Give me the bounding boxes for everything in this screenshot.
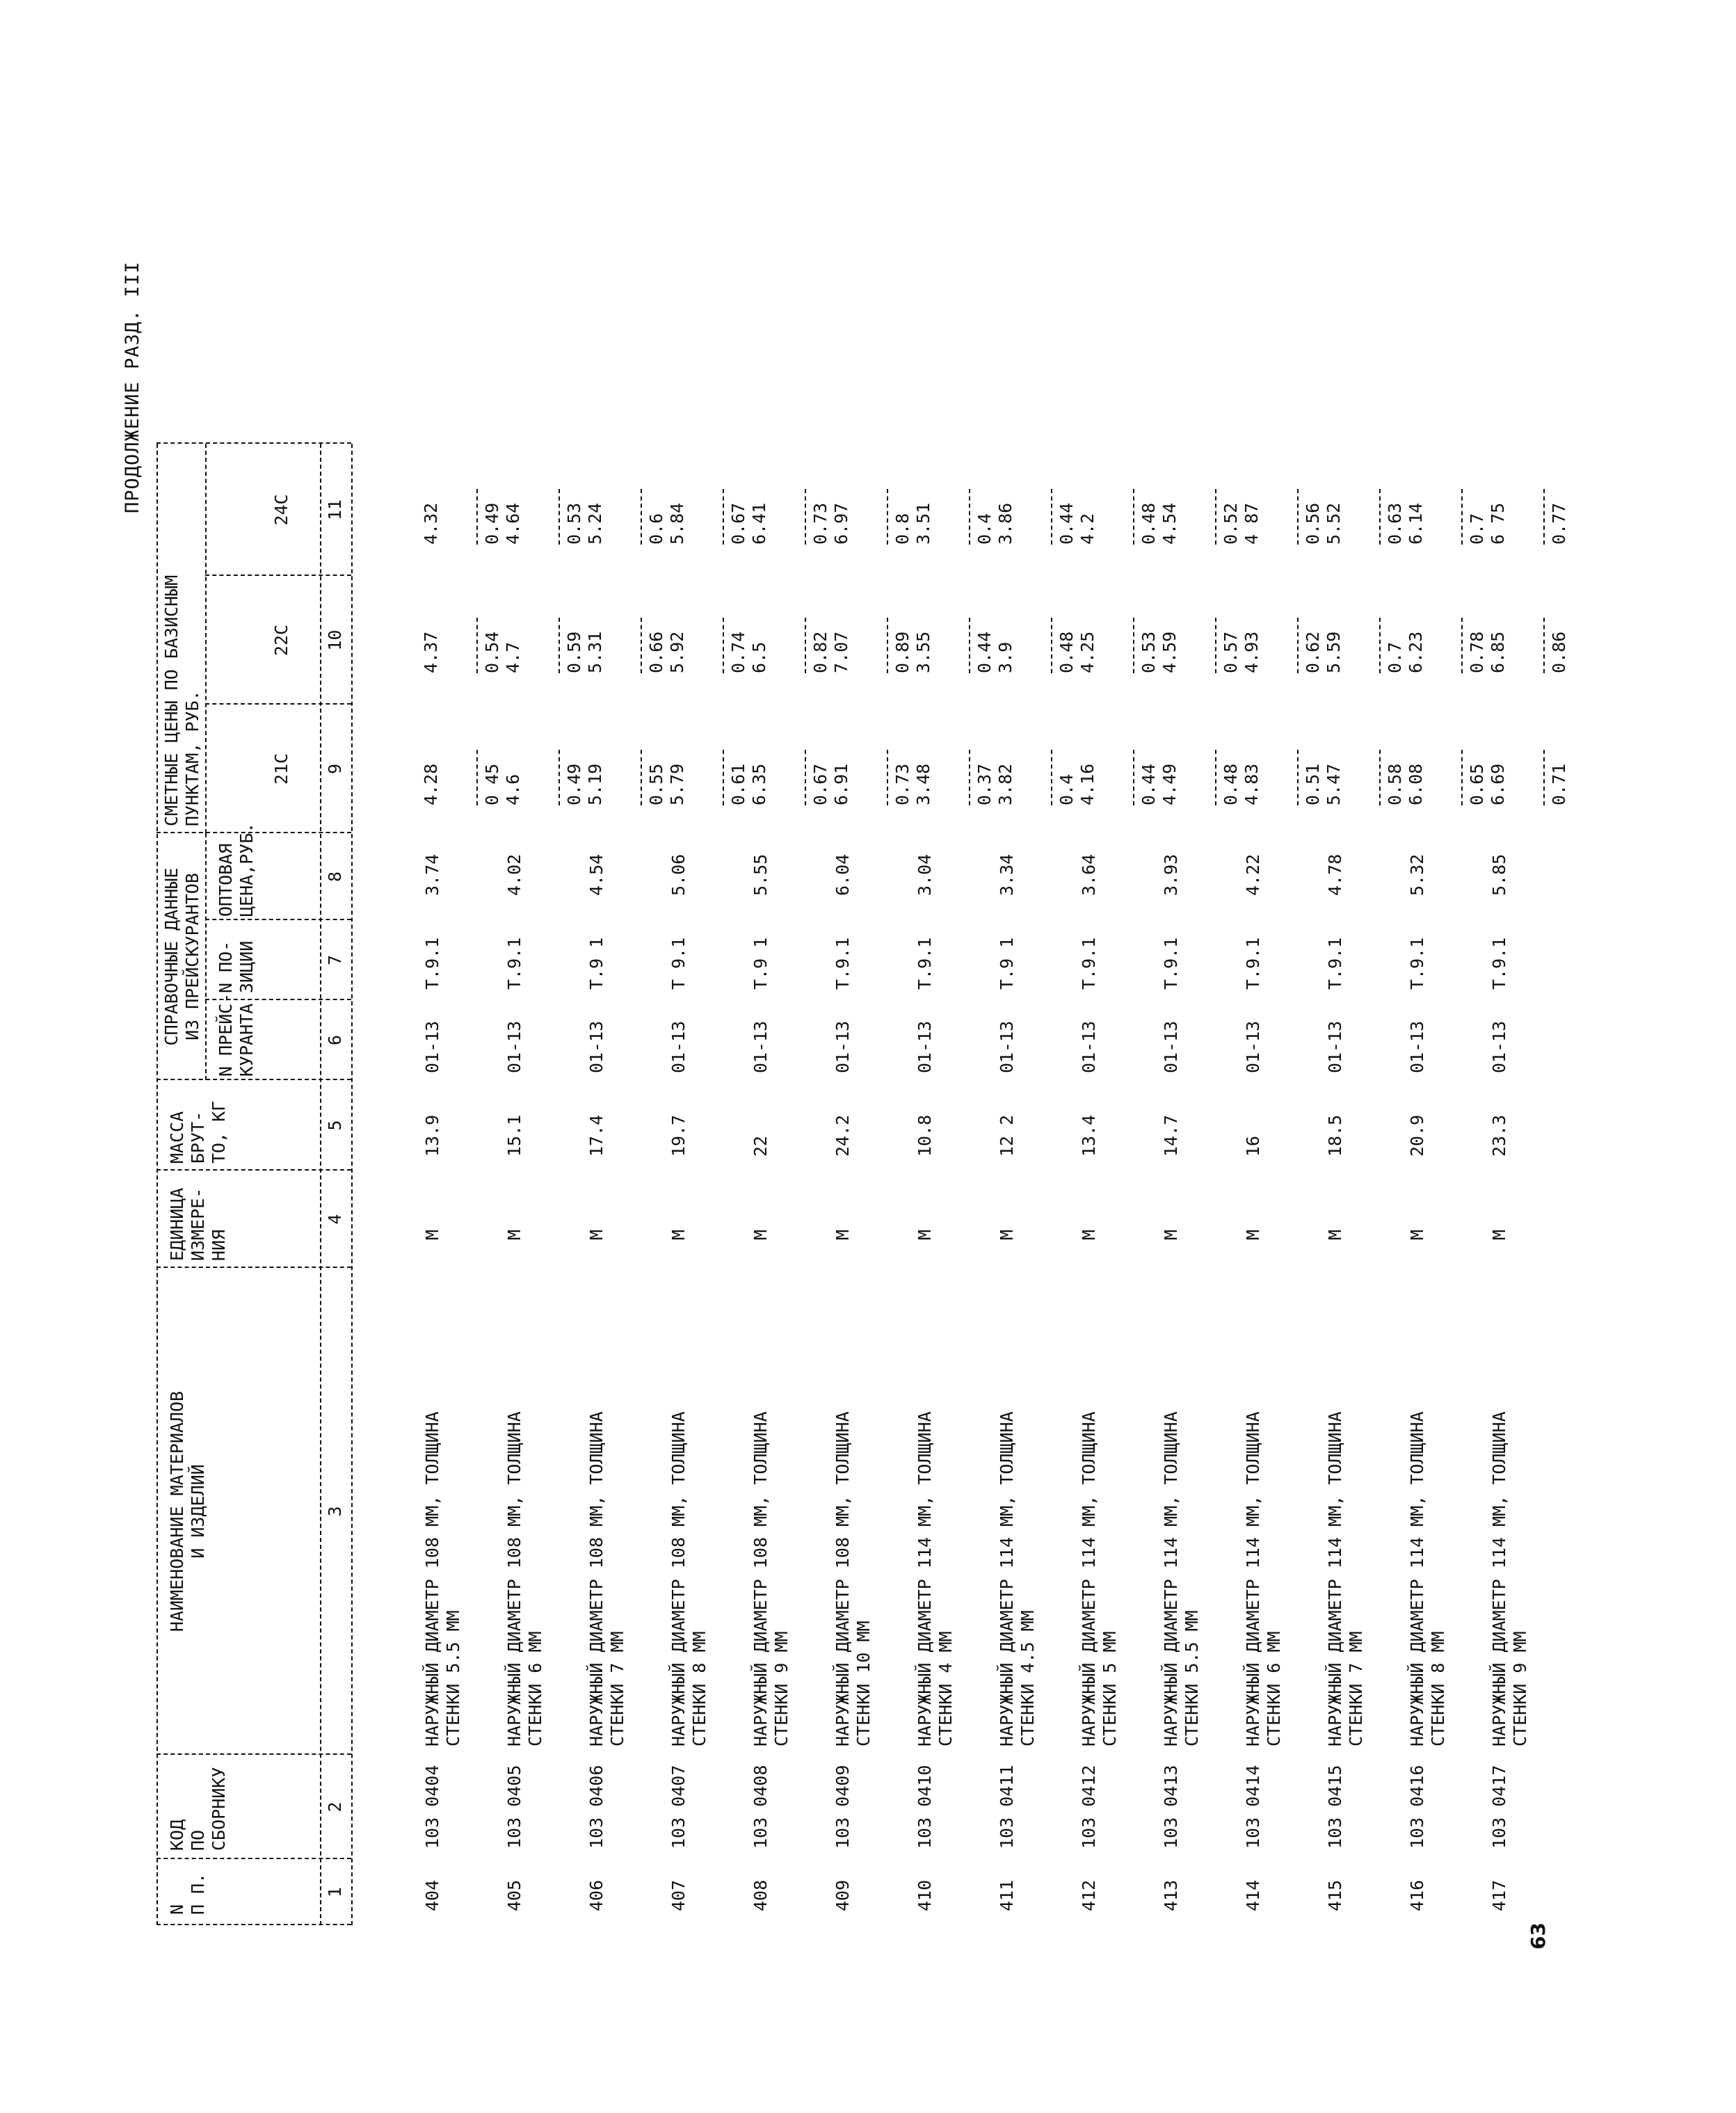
row-price-21c: 0.48 4.83 bbox=[1221, 763, 1262, 805]
row-pricelist: 01-13 bbox=[1489, 1020, 1509, 1073]
price-separator bbox=[1297, 489, 1299, 545]
row-price-24c: 0.7 6 75 bbox=[1467, 502, 1508, 545]
row-price-21c: 0.44 4.49 bbox=[1139, 763, 1180, 805]
column-number: 4 bbox=[325, 1214, 345, 1225]
row-price-22c: 0.74 6.5 bbox=[728, 631, 769, 673]
row-code: 103 0411 bbox=[997, 1765, 1017, 1849]
row-position: Т.9.1 bbox=[1407, 937, 1427, 990]
row-position: Т.9 1 bbox=[997, 937, 1017, 990]
row-code: 103 0407 bbox=[668, 1765, 689, 1849]
column-number: 8 bbox=[325, 871, 345, 883]
rule-top bbox=[156, 444, 158, 1925]
row-price-22c: 0.82 7.07 bbox=[810, 631, 851, 673]
row-unit: М bbox=[504, 1229, 524, 1240]
row-name: НАРУЖНЫЙ ДИАМЕТР 114 ММ, ТОЛЩИНА СТЕНКИ 4.5 ММ bbox=[997, 1411, 1038, 1746]
row-pricelist: 01-13 bbox=[1243, 1020, 1263, 1073]
row-pricelist: 01-13 bbox=[997, 1020, 1017, 1073]
row-price-24c: 0.4 3.86 bbox=[974, 502, 1015, 545]
row-wholesale: 4.22 bbox=[1243, 853, 1263, 896]
price-separator bbox=[1379, 618, 1381, 673]
row-unit: М bbox=[422, 1229, 442, 1240]
header-position: N ПО- ЗИЦИИ bbox=[216, 940, 257, 993]
header-code: КОД ПО СБОРНИКУ bbox=[167, 1767, 229, 1851]
row-code: 103 0406 bbox=[586, 1765, 606, 1849]
row-unit: М bbox=[833, 1229, 853, 1240]
row-pricelist: 01-13 bbox=[833, 1020, 853, 1073]
row-wholesale: 3.64 bbox=[1079, 853, 1099, 896]
header-pricelist: N ПРЕЙС- КУРАНТА bbox=[216, 993, 257, 1077]
price-separator bbox=[1133, 750, 1134, 805]
row-number: 405 bbox=[504, 1879, 524, 1911]
row-pricelist: 01-13 bbox=[1325, 1020, 1345, 1073]
row-position: Т.9.1 bbox=[1325, 937, 1345, 990]
row-price-21c: 0.37 3.82 bbox=[974, 763, 1015, 805]
row-mass: 14.7 bbox=[1161, 1114, 1181, 1157]
row-price-24c: 0.44 4.2 bbox=[1056, 502, 1098, 545]
row-price-21c: 0.4 4.16 bbox=[1056, 763, 1098, 805]
price-separator bbox=[1379, 489, 1381, 545]
row-price-22c: 0.57 4.93 bbox=[1221, 631, 1262, 673]
row-number: 417 bbox=[1489, 1879, 1509, 1911]
header-unit: ЕДИНИЦА ИЗМЕРЕ- НИЯ bbox=[167, 1187, 229, 1261]
price-separator bbox=[1543, 618, 1545, 673]
row-code: 103 0415 bbox=[1325, 1765, 1345, 1849]
rule-col bbox=[156, 1079, 351, 1080]
row-price-22c: 0.89 3.55 bbox=[892, 631, 933, 673]
row-price-22c: 0.78 6.85 bbox=[1467, 631, 1508, 673]
header-wholesale: ОПТОВАЯ ЦЕНА,РУБ. bbox=[216, 822, 257, 917]
row-number: 404 bbox=[422, 1879, 442, 1911]
row-position: Т.9.1 bbox=[833, 937, 853, 990]
row-pricelist: 01-13 bbox=[668, 1020, 689, 1073]
row-position: Т.9 1 bbox=[586, 937, 606, 990]
row-wholesale: 4.78 bbox=[1325, 853, 1345, 896]
price-separator bbox=[887, 750, 888, 805]
rule-header-bottom bbox=[320, 444, 321, 1925]
price-separator bbox=[969, 618, 970, 673]
header-price-group: СМЕТНЫЕ ЦЕНЫ ПО БАЗИСНЫМ ПУНКТАМ, РУБ. bbox=[161, 575, 202, 826]
header-24c: 24С bbox=[271, 494, 291, 526]
row-price-21c: 0.61 6.35 bbox=[728, 763, 769, 805]
row-wholesale: 3.34 bbox=[997, 853, 1017, 896]
trailing-price-21c: 0.71 bbox=[1549, 763, 1569, 805]
row-pricelist: 01-13 bbox=[915, 1020, 935, 1073]
price-separator bbox=[1461, 489, 1463, 545]
row-code: 103 0414 bbox=[1243, 1765, 1263, 1849]
price-separator bbox=[1215, 489, 1216, 545]
row-price-22c: 0.44 3.9 bbox=[974, 631, 1015, 673]
price-separator bbox=[641, 489, 642, 545]
row-wholesale: 5.85 bbox=[1489, 853, 1509, 896]
row-price-21c: 0 45 4.6 bbox=[482, 763, 523, 805]
row-number: 416 bbox=[1407, 1879, 1427, 1911]
price-separator bbox=[1461, 750, 1463, 805]
price-separator bbox=[1133, 618, 1134, 673]
column-number: 9 bbox=[325, 763, 345, 775]
row-price-21c: 0.49 5.19 bbox=[564, 763, 605, 805]
row-pricelist: 01-13 bbox=[1161, 1020, 1181, 1073]
row-wholesale: 5.06 bbox=[668, 853, 689, 896]
price-separator bbox=[805, 618, 806, 673]
row-price-24c: 0.63 6.14 bbox=[1385, 502, 1426, 545]
price-separator bbox=[1461, 618, 1463, 673]
price-separator bbox=[1297, 618, 1299, 673]
row-price-24c: 0.6 5.84 bbox=[646, 502, 687, 545]
column-number: 7 bbox=[325, 954, 345, 966]
row-name: НАРУЖНЫЙ ДИАМЕТР 108 ММ, ТОЛЩИНА СТЕНКИ 7 ММ bbox=[586, 1411, 627, 1746]
price-separator bbox=[476, 750, 478, 805]
header-22c: 22С bbox=[271, 624, 291, 657]
row-unit: М bbox=[1489, 1229, 1509, 1240]
row-number: 407 bbox=[668, 1879, 689, 1911]
row-unit: М bbox=[1161, 1229, 1181, 1240]
row-mass: 22 bbox=[750, 1135, 771, 1157]
row-name: НАРУЖНЫЙ ДИАМЕТР 114 ММ, ТОЛЩИНА СТЕНКИ 5 ММ bbox=[1079, 1411, 1120, 1746]
price-separator bbox=[558, 750, 560, 805]
row-price-22c: 0.59 5.31 bbox=[564, 631, 605, 673]
row-pricelist: 01-13 bbox=[422, 1020, 442, 1073]
header-name: НАИМЕНОВАНИЕ МАТЕРИАЛОВ И ИЗДЕЛИЙ bbox=[167, 1390, 208, 1632]
row-price-21c: 0.51 5.47 bbox=[1303, 763, 1344, 805]
rule-ref-group bbox=[205, 833, 207, 1080]
column-number: 6 bbox=[325, 1034, 345, 1046]
rule-col bbox=[156, 1169, 351, 1171]
row-name: НАРУЖНЫЙ ДИАМЕТР 114 ММ, ТОЛЩИНА СТЕНКИ 7 ММ bbox=[1325, 1411, 1366, 1746]
row-price-21c: 0.65 6.69 bbox=[1467, 763, 1508, 805]
price-separator bbox=[1215, 618, 1216, 673]
price-separator bbox=[723, 489, 724, 545]
rule-col bbox=[156, 1267, 351, 1268]
rule-numbers-bottom bbox=[351, 444, 353, 1925]
row-price-22c: 0.53 4.59 bbox=[1139, 631, 1180, 673]
price-separator bbox=[641, 750, 642, 805]
price-separator bbox=[887, 489, 888, 545]
price-separator bbox=[1051, 489, 1052, 545]
column-number: 2 bbox=[325, 1801, 345, 1813]
row-position: Т.9.1 bbox=[915, 937, 935, 990]
row-number: 408 bbox=[750, 1879, 771, 1911]
page-number: 63 bbox=[1527, 1922, 1550, 1950]
row-wholesale: 3.04 bbox=[915, 853, 935, 896]
row-pricelist: 01-13 bbox=[586, 1020, 606, 1073]
row-number: 415 bbox=[1325, 1879, 1345, 1911]
row-mass: 16 bbox=[1243, 1135, 1263, 1157]
row-unit: М bbox=[750, 1229, 771, 1240]
row-price-24c: 0.52 4 87 bbox=[1221, 502, 1262, 545]
row-price-22c: 4.37 bbox=[421, 631, 441, 673]
header-n: N П П. bbox=[167, 1872, 208, 1915]
row-wholesale: 4.02 bbox=[504, 853, 524, 896]
row-name: НАРУЖНЫЙ ДИАМЕТР 114 ММ, ТОЛЩИНА СТЕНКИ 8 ММ bbox=[1407, 1411, 1448, 1746]
row-number: 412 bbox=[1079, 1879, 1099, 1911]
rule-col bbox=[156, 442, 351, 444]
row-number: 411 bbox=[997, 1879, 1017, 1911]
row-position: Т.9.1 bbox=[504, 937, 524, 990]
row-wholesale: 5.55 bbox=[750, 853, 771, 896]
row-price-24c: 4.32 bbox=[421, 502, 441, 545]
row-position: Т.9 1 bbox=[750, 937, 771, 990]
row-position: Т.9.1 bbox=[1161, 937, 1181, 990]
row-name: НАРУЖНЫЙ ДИАМЕТР 114 ММ, ТОЛЩИНА СТЕНКИ 6 ММ bbox=[1243, 1411, 1284, 1746]
row-position: Т.9.1 bbox=[1079, 937, 1099, 990]
row-position: Т.9.1 bbox=[1243, 937, 1263, 990]
price-separator bbox=[476, 618, 478, 673]
price-separator bbox=[1215, 750, 1216, 805]
header-mass: МАССА БРУТ- ТО, КГ bbox=[167, 1100, 229, 1164]
row-mass: 23.3 bbox=[1489, 1114, 1509, 1157]
row-pricelist: 01-13 bbox=[750, 1020, 771, 1073]
row-code: 103 0409 bbox=[833, 1765, 853, 1849]
price-separator bbox=[1051, 618, 1052, 673]
price-separator bbox=[1379, 750, 1381, 805]
row-unit: М bbox=[1243, 1229, 1263, 1240]
column-number: 11 bbox=[325, 499, 345, 521]
price-separator bbox=[1543, 750, 1545, 805]
row-position: Т.9.1 bbox=[1489, 937, 1509, 990]
row-mass: 17.4 bbox=[586, 1114, 606, 1157]
row-mass: 12 2 bbox=[997, 1114, 1017, 1157]
row-number: 413 bbox=[1161, 1879, 1181, 1911]
row-unit: М bbox=[997, 1229, 1017, 1240]
price-separator bbox=[723, 618, 724, 673]
row-pricelist: 01-13 bbox=[504, 1020, 524, 1073]
row-pricelist: 01-13 bbox=[1079, 1020, 1099, 1073]
row-unit: М bbox=[586, 1229, 606, 1240]
row-price-24c: 0.49 4.64 bbox=[482, 502, 523, 545]
column-number: 10 bbox=[325, 629, 345, 651]
row-code: 103 0410 bbox=[915, 1765, 935, 1849]
rule-col bbox=[156, 1924, 351, 1925]
row-price-21c: 0.55 5.79 bbox=[646, 763, 687, 805]
rule-col bbox=[156, 1858, 351, 1859]
column-number: 3 bbox=[325, 1506, 345, 1517]
row-price-24c: 0.53 5.24 bbox=[564, 502, 605, 545]
row-mass: 19.7 bbox=[668, 1114, 689, 1157]
row-price-21c: 0.67 6.91 bbox=[810, 763, 851, 805]
header-ref-group: СПРАВОЧНЫЕ ДАННЫЕ ИЗ ПРЕЙСКУРАНТОВ bbox=[161, 867, 202, 1046]
row-price-21c: 0.58 6.08 bbox=[1385, 763, 1426, 805]
price-separator bbox=[969, 489, 970, 545]
row-name: НАРУЖНЫЙ ДИАМЕТР 108 ММ, ТОЛЩИНА СТЕНКИ 10 ММ bbox=[833, 1411, 874, 1746]
row-wholesale: 6.04 bbox=[833, 853, 853, 896]
row-name: НАРУЖНЫЙ ДИАМЕТР 114 ММ, ТОЛЩИНА СТЕНКИ 4 ММ bbox=[915, 1411, 956, 1746]
price-separator bbox=[558, 489, 560, 545]
column-number: 1 bbox=[325, 1886, 345, 1898]
row-position: Т 9.1 bbox=[668, 937, 689, 990]
price-separator bbox=[1543, 489, 1545, 545]
price-separator bbox=[558, 618, 560, 673]
row-price-21c: 0.73 3.48 bbox=[892, 763, 933, 805]
row-price-22c: 0.54 4.7 bbox=[482, 631, 523, 673]
price-separator bbox=[969, 750, 970, 805]
row-price-24c: 0.56 5.52 bbox=[1303, 502, 1344, 545]
row-wholesale: 4.54 bbox=[586, 853, 606, 896]
row-name: НАРУЖНЫЙ ДИАМЕТР 108 ММ, ТОЛЩИНА СТЕНКИ 5.5 ММ bbox=[422, 1411, 463, 1746]
price-separator bbox=[805, 489, 806, 545]
row-unit: М bbox=[1407, 1229, 1427, 1240]
price-separator bbox=[641, 618, 642, 673]
header-21c: 21С bbox=[271, 753, 291, 785]
section-title: ПРОДОЛЖЕНИЕ РАЗД. III bbox=[122, 261, 143, 513]
row-position: Т.9.1 bbox=[422, 937, 442, 990]
row-mass: 15.1 bbox=[504, 1114, 524, 1157]
row-code: 103 0412 bbox=[1079, 1765, 1099, 1849]
row-unit: М bbox=[1079, 1229, 1099, 1240]
row-name: НАРУЖНЫЙ ДИАМЕТР 108 ММ, ТОЛЩИНА СТЕНКИ 9 ММ bbox=[750, 1411, 791, 1746]
row-wholesale: 5.32 bbox=[1407, 853, 1427, 896]
rule-price-group bbox=[205, 444, 207, 833]
row-price-22c: 0.66 5.92 bbox=[646, 631, 687, 673]
row-name: НАРУЖНЫЙ ДИАМЕТР 108 ММ, ТОЛЩИНА СТЕНКИ 6 ММ bbox=[504, 1411, 545, 1746]
row-number: 409 bbox=[833, 1879, 853, 1911]
row-code: 103 0416 bbox=[1407, 1765, 1427, 1849]
row-name: НАРУЖНЫЙ ДИАМЕТР 114 ММ, ТОЛЩИНА СТЕНКИ 5.5 ММ bbox=[1161, 1411, 1202, 1746]
row-wholesale: 3.74 bbox=[422, 853, 442, 896]
trailing-price-24c: 0.77 bbox=[1549, 502, 1569, 545]
price-separator bbox=[476, 489, 478, 545]
row-mass: 13.4 bbox=[1079, 1114, 1099, 1157]
row-wholesale: 3.93 bbox=[1161, 853, 1181, 896]
row-price-22c: 0.62 5.59 bbox=[1303, 631, 1344, 673]
row-price-24c: 0.73 6.97 bbox=[810, 502, 851, 545]
price-separator bbox=[805, 750, 806, 805]
row-pricelist: 01-13 bbox=[1407, 1020, 1427, 1073]
price-separator bbox=[723, 750, 724, 805]
row-name: НАРУЖНЫЙ ДИАМЕТР 108 ММ, ТОЛЩИНА СТЕНКИ 8 ММ bbox=[668, 1411, 709, 1746]
row-code: 103 0417 bbox=[1489, 1765, 1509, 1849]
row-mass: 18.5 bbox=[1325, 1114, 1345, 1157]
row-name: НАРУЖНЫЙ ДИАМЕТР 114 ММ, ТОЛЩИНА СТЕНКИ 9 ММ bbox=[1489, 1411, 1530, 1746]
row-number: 414 bbox=[1243, 1879, 1263, 1911]
column-number: 5 bbox=[325, 1120, 345, 1131]
row-unit: М bbox=[1325, 1229, 1345, 1240]
row-mass: 24.2 bbox=[833, 1114, 853, 1157]
trailing-price-22c: 0.86 bbox=[1549, 631, 1569, 673]
row-code: 103 0405 bbox=[504, 1765, 524, 1849]
price-separator bbox=[1051, 750, 1052, 805]
row-price-24c: 0.48 4.54 bbox=[1139, 502, 1180, 545]
row-code: 103 0413 bbox=[1161, 1765, 1181, 1849]
row-mass: 20.9 bbox=[1407, 1114, 1427, 1157]
row-price-24c: 0.67 6.41 bbox=[728, 502, 769, 545]
price-separator bbox=[887, 618, 888, 673]
row-code: 103 0404 bbox=[422, 1765, 442, 1849]
row-price-22c: 0.48 4.25 bbox=[1056, 631, 1098, 673]
row-price-21c: 4.28 bbox=[421, 763, 441, 805]
rule-col bbox=[156, 1753, 351, 1755]
row-number: 410 bbox=[915, 1879, 935, 1911]
row-unit: М bbox=[668, 1229, 689, 1240]
row-unit: М bbox=[915, 1229, 935, 1240]
price-separator bbox=[1297, 750, 1299, 805]
price-separator bbox=[1133, 489, 1134, 545]
row-price-22c: 0.7 6.23 bbox=[1385, 631, 1426, 673]
row-mass: 10.8 bbox=[915, 1114, 935, 1157]
row-price-24c: 0.8 3.51 bbox=[892, 502, 933, 545]
row-mass: 13.9 bbox=[422, 1114, 442, 1157]
row-number: 406 bbox=[586, 1879, 606, 1911]
row-code: 103 0408 bbox=[750, 1765, 771, 1849]
